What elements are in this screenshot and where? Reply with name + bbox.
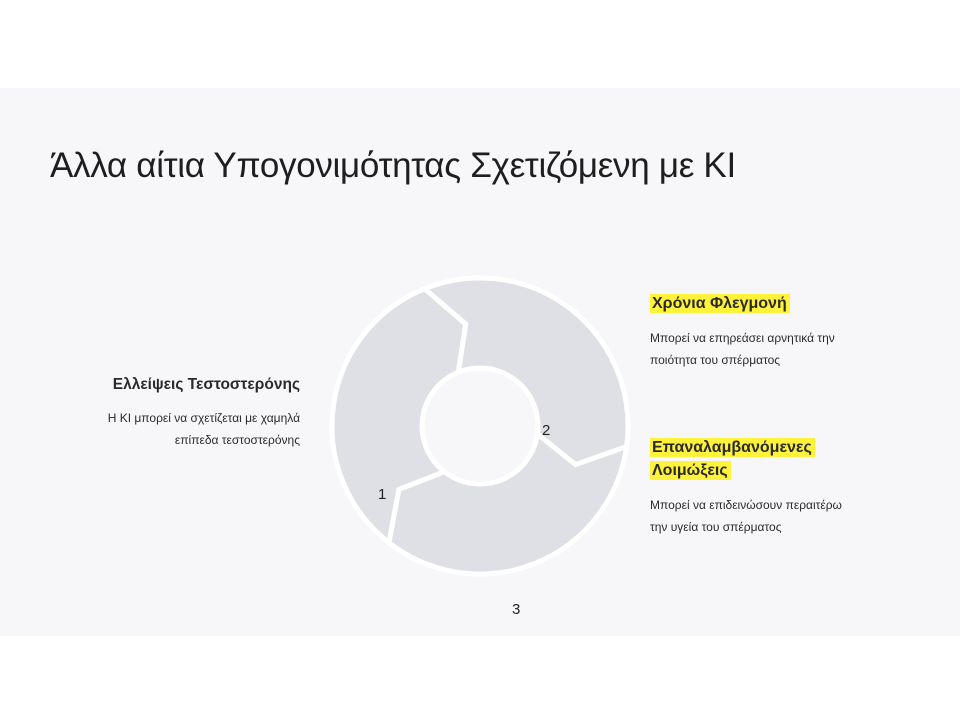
step-number-1: 1	[378, 486, 387, 503]
item-description	[650, 327, 920, 371]
highlighted-heading: Λοιμώξεις	[650, 461, 731, 480]
highlighted-heading: Χρόνια Φλεγμονή	[650, 294, 790, 313]
item-inflammation	[650, 292, 920, 371]
item-heading	[650, 436, 920, 482]
item-testosterone	[30, 376, 300, 451]
slide-title: Άλλα αίτια Υπογονιμότητας Σχετιζόμενη με ΚΙ	[50, 146, 736, 185]
desc-line: επίπεδα τεστοστερόνης	[174, 433, 300, 447]
desc-line: την υγεία του σπέρματος	[650, 520, 782, 534]
cycle-diagram	[330, 276, 630, 618]
highlighted-heading: Επαναλαμβανόμενες	[650, 438, 815, 457]
desc-line: Μπορεί να επηρεάσει αρνητικά την	[650, 331, 835, 345]
slide	[0, 88, 960, 636]
desc-line: Η ΚΙ μπορεί να σχετίζεται με χαμηλά	[107, 411, 300, 425]
item-heading	[650, 292, 920, 315]
item-description	[30, 407, 300, 451]
item-infections	[650, 436, 920, 538]
step-number-2: 2	[542, 422, 551, 439]
item-description	[650, 494, 920, 538]
step-number-3: 3	[512, 601, 521, 618]
item-heading: Ελλείψεις Τεστοστερόνης	[112, 376, 300, 393]
desc-line: Μπορεί να επιδεινώσουν περαιτέρω	[650, 498, 842, 512]
desc-line: ποιότητα του σπέρματος	[650, 353, 781, 367]
